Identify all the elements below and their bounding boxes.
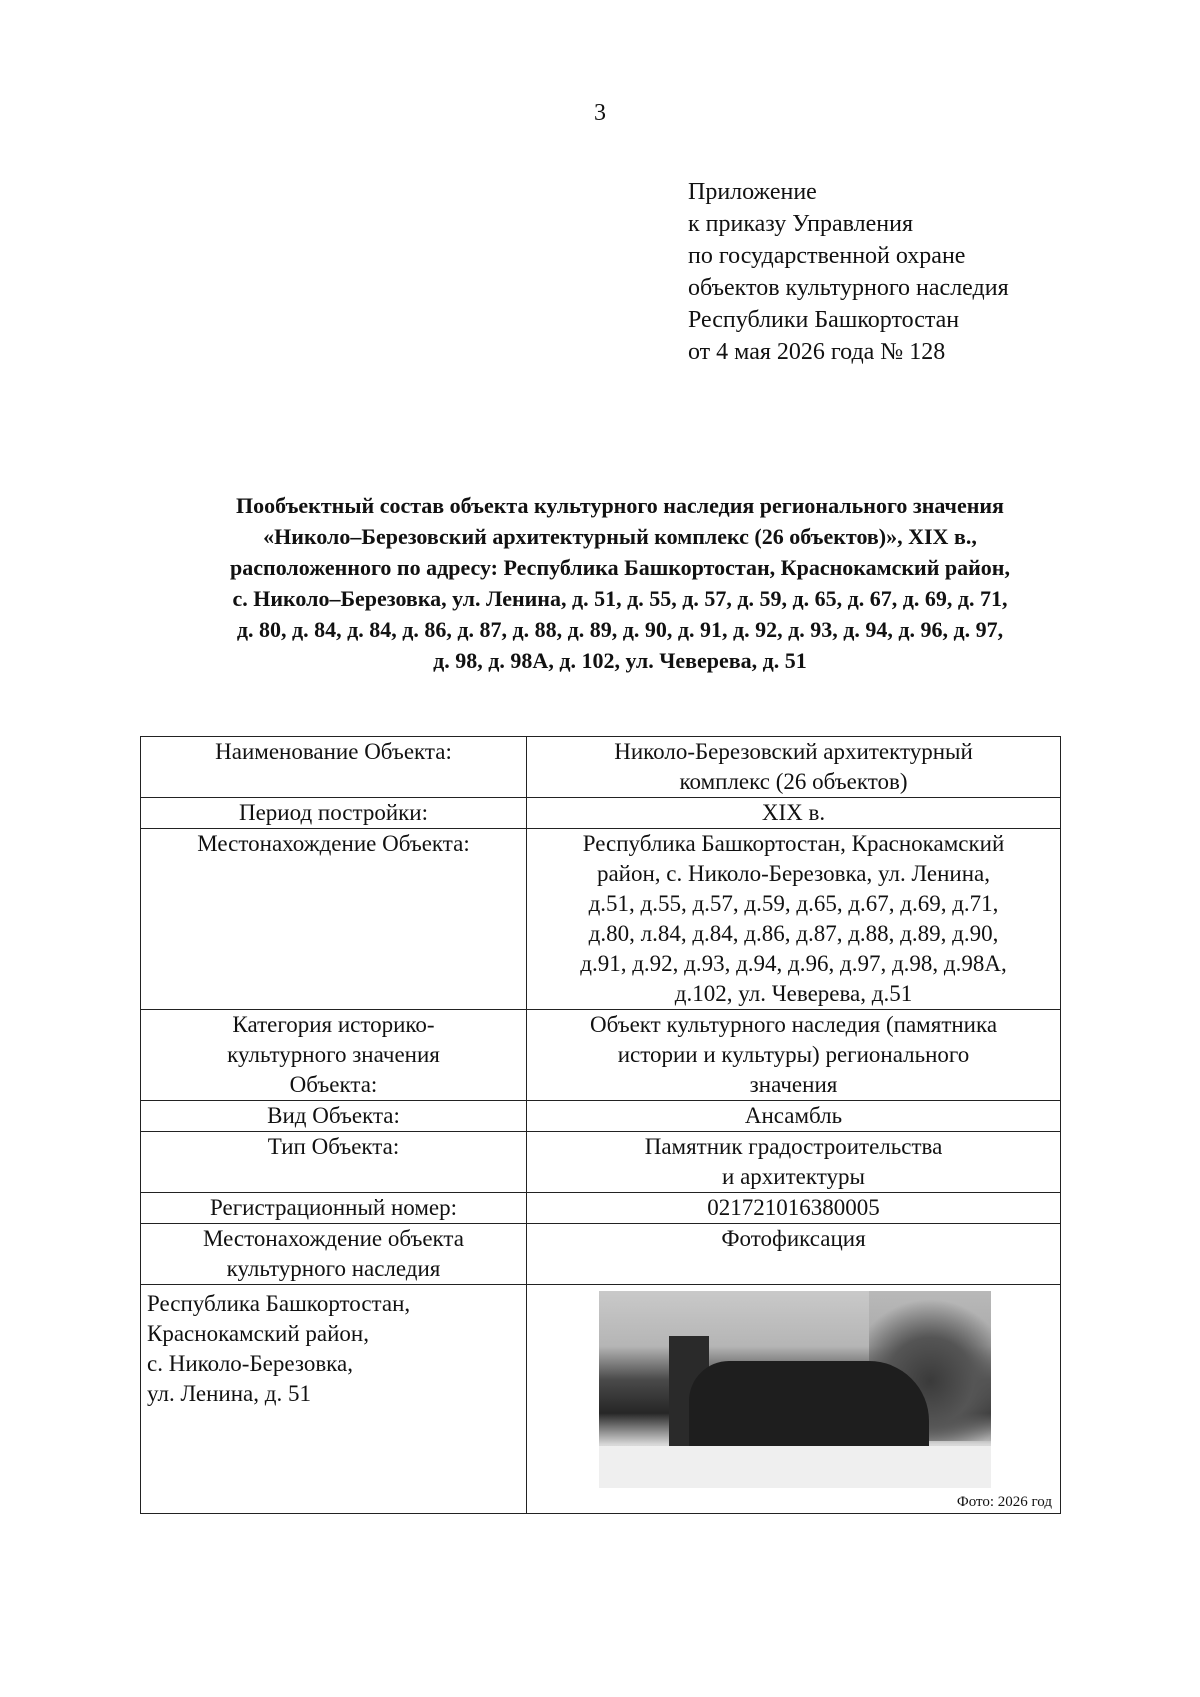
photo-caption: Фото: 2026 год	[956, 1494, 1052, 1510]
value-line: Объект культурного наследия (памятника	[589, 1012, 998, 1037]
table-row	[141, 737, 1061, 798]
table-row	[141, 1132, 1061, 1193]
building-shape	[689, 1361, 929, 1451]
label-line: Категория историко-	[232, 1012, 435, 1037]
label-line: Вид Объекта:	[267, 1103, 400, 1128]
address-line: Краснокамский район,	[147, 1321, 369, 1346]
row-label	[141, 1224, 527, 1285]
row-value	[527, 1010, 1061, 1101]
value-line: и архитектуры	[722, 1164, 865, 1189]
annex-line: Республики Башкортостан	[688, 307, 960, 333]
address-line: с. Николо-Березовка,	[147, 1351, 353, 1376]
title-line: с. Николо–Березовка, ул. Ленина, д. 51, д. 55, д. 57, д. 59, д. 65, д. 67, д. 69, д. 71,	[232, 586, 1008, 611]
title-line: Пообъектный состав объекта культурного наследия регионального значения	[236, 493, 1004, 518]
label-line: Местонахождение Объекта:	[197, 831, 470, 856]
value-line: район, с. Николо-Березовка, ул. Ленина,	[596, 861, 991, 886]
value-line: Фотофиксация	[721, 1226, 866, 1251]
table-row	[141, 1101, 1061, 1132]
row-value	[527, 1101, 1061, 1132]
title-line: д. 80, д. 84, д. 84, д. 86, д. 87, д. 88, д. 89, д. 90, д. 91, д. 92, д. 93, д. 94, д. 96, д. 97,	[236, 617, 1004, 642]
value-line: Ансамбль	[744, 1103, 843, 1128]
value-line: д.91, д.92, д.93, д.94, д.96, д.97, д.98, д.98А,	[580, 951, 1007, 976]
label-line: Период постройки:	[238, 800, 429, 825]
row-value	[527, 1132, 1061, 1193]
table-row	[141, 1010, 1061, 1101]
value-line: Республика Башкортостан, Краснокамский	[582, 831, 1005, 856]
value-line: д.80, л.84, д.84, д.86, д.87, д.88, д.89, д.90,	[588, 921, 999, 946]
annex-block	[688, 176, 1009, 368]
photo-cell	[527, 1285, 1061, 1514]
annex-line: по государственной охране	[688, 243, 966, 269]
row-label	[141, 829, 527, 1010]
label-line: Объекта:	[289, 1072, 378, 1097]
row-value	[527, 1193, 1061, 1224]
title-line: «Николо–Березовский архитектурный комплекс (26 объектов)», XIX в.,	[263, 524, 977, 549]
table-row	[141, 829, 1061, 1010]
row-label	[141, 1101, 527, 1132]
value-line: Николо-Березовский архитектурный	[614, 739, 973, 764]
annex-line: к приказу Управления	[688, 211, 914, 237]
label-line: Наименование Объекта:	[215, 739, 452, 764]
address-line: Республика Башкортостан,	[147, 1291, 411, 1316]
object-address	[141, 1285, 527, 1514]
table-row	[141, 1224, 1061, 1285]
row-label	[141, 1010, 527, 1101]
value-line: Памятник градостроительства	[644, 1134, 943, 1159]
row-label	[141, 1132, 527, 1193]
label-line: Местонахождение объекта	[203, 1226, 464, 1251]
title-line: д. 98, д. 98А, д. 102, ул. Чеверева, д. 51	[433, 648, 807, 673]
value-line: значения	[749, 1072, 838, 1097]
label-line: Регистрационный номер:	[210, 1195, 457, 1220]
table-row	[141, 1193, 1061, 1224]
building-photo	[599, 1291, 991, 1488]
row-value	[527, 1224, 1061, 1285]
row-label	[141, 1193, 527, 1224]
snow-ground	[599, 1446, 991, 1488]
value-line: д.51, д.55, д.57, д.59, д.65, д.67, д.69, д.71,	[588, 891, 999, 916]
label-line: Тип Объекта:	[267, 1134, 400, 1159]
value-line: 021721016380005	[707, 1195, 880, 1220]
row-label	[141, 737, 527, 798]
value-line: истории и культуры) регионального	[617, 1042, 970, 1067]
address-line: ул. Ленина, д. 51	[147, 1381, 311, 1406]
row-value	[527, 798, 1061, 829]
row-label	[141, 798, 527, 829]
title-line: расположенного по адресу: Республика Башкортостан, Краснокамский район,	[230, 555, 1010, 580]
annex-line: от 4 мая 2026 года № 128	[688, 339, 946, 365]
table-row	[141, 798, 1061, 829]
annex-line: объектов культурного наследия	[688, 275, 1009, 301]
table-row	[141, 1285, 1061, 1514]
value-line: XIX в.	[761, 800, 826, 825]
label-line: культурного значения	[227, 1042, 440, 1067]
document-title	[130, 490, 1110, 676]
row-value	[527, 829, 1061, 1010]
row-value	[527, 737, 1061, 798]
value-line: комплекс (26 объектов)	[679, 769, 908, 794]
annex-line: Приложение	[688, 179, 817, 205]
label-line: культурного наследия	[226, 1256, 441, 1281]
object-info-table	[140, 736, 1061, 1514]
page-number: 3	[594, 100, 606, 126]
value-line: д.102, ул. Чеверева, д.51	[674, 981, 913, 1006]
